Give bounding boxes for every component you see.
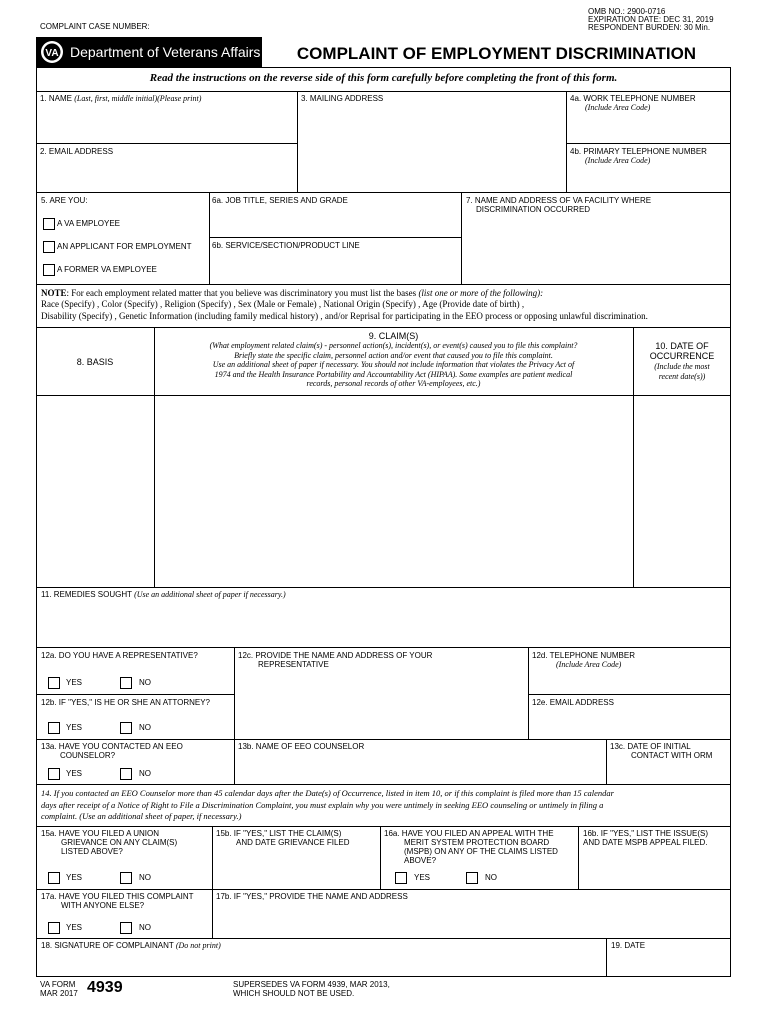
remedies-label: 11. REMEDIES SOUGHT xyxy=(41,590,132,599)
grievance-claims-label-1: 15b. IF "YES," LIST THE CLAIM(S) xyxy=(216,829,342,838)
rep-phone-hint: (Include Area Code) xyxy=(556,660,622,669)
claims-desc-line: (What employment related claim(s) - personnel action(s), incident(s), or event(s) caused you to file this complaint? xyxy=(209,341,578,350)
claims-desc-line: 1974 and the Health Insurance Portability and Accountability Act (HIPAA). Some examples are patient medical xyxy=(214,369,573,379)
facility-label-2: DISCRIMINATION OCCURRED xyxy=(476,205,591,214)
service-section-input[interactable] xyxy=(210,251,460,283)
filed-elsewhere-details-label: 17b. IF "YES," PROVIDE THE NAME AND ADDRESS xyxy=(216,892,408,901)
agency-name: Department of Veterans Affairs xyxy=(70,44,261,60)
instructions: Read the instructions on the reverse side of this form carefully before completing the front of this form. xyxy=(149,72,618,84)
claims-description xyxy=(154,341,633,389)
note-line-3: Disability (Specify) , Genetic Information (including family medical history) , and/or Reprisal for participating in the EEO process or opposing unlawful discrimination. xyxy=(41,311,648,321)
date-header-line: OCCURRENCE xyxy=(649,351,715,361)
work-phone-input[interactable] xyxy=(567,113,730,142)
expiration-date: EXPIRATION DATE: DEC 31, 2019 xyxy=(588,15,714,24)
claims-desc-line: Use an additional sheet of paper if necessary. You should not include information that violates the Privacy Act of xyxy=(212,360,575,369)
rule xyxy=(36,91,731,92)
rep-name-input[interactable] xyxy=(235,671,527,738)
date-input[interactable] xyxy=(607,952,730,976)
date-occurrence-input[interactable] xyxy=(634,396,730,586)
va-employee-label: A VA EMPLOYEE xyxy=(57,219,120,228)
yes-label: YES xyxy=(66,873,83,882)
supersedes-line-1: SUPERSEDES VA FORM 4939, MAR 2013, xyxy=(233,980,390,989)
mspb-issues-label-2: AND DATE MSPB APPEAL FILED. xyxy=(583,838,708,847)
remedies-label-row xyxy=(41,590,286,599)
initial-contact-label-1: 13c. DATE OF INITIAL xyxy=(610,742,691,751)
grievance-no-checkbox[interactable] xyxy=(120,872,132,884)
rule xyxy=(36,739,731,740)
rule xyxy=(36,143,297,144)
former-employee-checkbox[interactable] xyxy=(43,264,55,276)
eeo-counselor-label: 13b. NAME OF EEO COUNSELOR xyxy=(238,742,365,751)
rep-phone-input[interactable] xyxy=(529,670,730,693)
eeo-question-2: COUNSELOR? xyxy=(60,751,116,760)
union-grievance-label-2: GRIEVANCE ON ANY CLAIM(S) xyxy=(61,838,178,847)
primary-phone-input[interactable] xyxy=(567,166,730,191)
rule xyxy=(528,694,731,695)
email-label: 2. EMAIL ADDRESS xyxy=(40,147,114,156)
supersedes-line-2: WHICH SHOULD NOT BE USED. xyxy=(233,989,355,998)
rule xyxy=(36,694,234,695)
grievance-claims-label-2: AND DATE GRIEVANCE FILED xyxy=(236,838,350,847)
rule xyxy=(209,237,461,238)
claims-desc-line: Briefly state the specific claim, personnel action and/or event that caused you to file this complaint. xyxy=(234,350,553,360)
filed-elsewhere-yes-checkbox[interactable] xyxy=(48,922,60,934)
claims-header: 9. CLAIM(S) xyxy=(368,331,419,341)
form-number: 4939 xyxy=(87,979,123,996)
rep-email-input[interactable] xyxy=(529,709,730,738)
form-title: COMPLAINT OF EMPLOYMENT DISCRIMINATION xyxy=(296,44,697,63)
eeo-question-1: 13a. HAVE YOU CONTACTED AN EEO xyxy=(41,742,183,751)
eeo-counselor-input[interactable] xyxy=(235,753,605,783)
name-hint: (Last, first, middle initial)(Please print) xyxy=(74,94,202,103)
no-label: NO xyxy=(485,873,497,882)
union-grievance-label-3: LISTED ABOVE? xyxy=(61,847,123,856)
representative-question: 12a. DO YOU HAVE A REPRESENTATIVE? xyxy=(41,651,198,660)
mspb-appeal-label-4: ABOVE? xyxy=(404,856,437,865)
attorney-no-checkbox[interactable] xyxy=(120,722,132,734)
filed-elsewhere-no-checkbox[interactable] xyxy=(120,922,132,934)
rule xyxy=(380,826,381,889)
rep-email-label: 12e. EMAIL ADDRESS xyxy=(532,698,614,707)
form-date: MAR 2017 xyxy=(40,989,78,998)
item-14-line: 14. If you contacted an EEO Counselor more than 45 calendar days after the Date(s) of Occurrence, listed in item 10, or if this complaint is filed more than 15 calendar xyxy=(41,788,614,798)
attorney-yes-checkbox[interactable] xyxy=(48,722,60,734)
remedies-hint: (Use an additional sheet of paper if necessary.) xyxy=(134,590,286,599)
omb-number: OMB NO.: 2900-0716 xyxy=(588,7,666,16)
service-section-label: 6b. SERVICE/SECTION/PRODUCT LINE xyxy=(212,241,360,250)
mailing-address-input[interactable] xyxy=(298,105,565,191)
basis-input[interactable] xyxy=(37,396,153,586)
date-occurrence-header xyxy=(633,341,731,361)
work-phone-hint: (Include Area Code) xyxy=(585,103,651,112)
date-header-line: 10. DATE OF xyxy=(655,341,709,351)
agency-banner xyxy=(36,37,262,67)
respondent-burden: RESPONDENT BURDEN: 30 Min. xyxy=(588,23,711,32)
item-14-line: complaint. (Use an additional sheet of paper, if necessary.) xyxy=(41,811,242,821)
filed-elsewhere-details-input[interactable] xyxy=(213,903,730,937)
svg-text:VA: VA xyxy=(45,48,59,59)
note-hint: (list one or more of the following): xyxy=(418,288,544,298)
yes-label: YES xyxy=(414,873,431,882)
field-1-label xyxy=(40,94,201,103)
item-14-text xyxy=(41,788,614,823)
grievance-claims-input[interactable] xyxy=(213,849,379,888)
rep-name-label-1: 12c. PROVIDE THE NAME AND ADDRESS OF YOUR xyxy=(238,651,433,660)
mailing-address-label: 3. MAILING ADDRESS xyxy=(301,94,384,103)
primary-phone-label: 4b. PRIMARY TELEPHONE NUMBER xyxy=(570,147,707,156)
mspb-appeal-label-1: 16a. HAVE YOU FILED AN APPEAL WITH THE xyxy=(384,829,554,838)
yes-label: YES xyxy=(66,723,83,732)
representative-no-checkbox[interactable] xyxy=(120,677,132,689)
va-form-label: VA FORM xyxy=(40,980,76,989)
rule xyxy=(36,647,731,648)
no-label: NO xyxy=(139,923,151,932)
signature-hint: (Do not print) xyxy=(175,941,221,950)
filed-elsewhere-label-2: WITH ANYONE ELSE? xyxy=(61,901,145,910)
signature-label: 18. SIGNATURE OF COMPLAINANT xyxy=(41,941,174,950)
basis-header: 8. BASIS xyxy=(76,357,114,367)
rule xyxy=(36,938,731,939)
yes-label: YES xyxy=(66,678,83,687)
rule xyxy=(36,587,731,588)
no-label: NO xyxy=(139,723,151,732)
grievance-yes-checkbox[interactable] xyxy=(48,872,60,884)
rule xyxy=(36,826,731,827)
rule xyxy=(36,192,731,193)
applicant-checkbox[interactable] xyxy=(43,241,55,253)
no-label: NO xyxy=(139,873,151,882)
primary-phone-hint: (Include Area Code) xyxy=(585,156,651,165)
mspb-no-checkbox[interactable] xyxy=(466,872,478,884)
date-hint-line: (Include the most xyxy=(654,362,710,371)
note-line-1 xyxy=(41,288,543,298)
rule xyxy=(566,143,731,144)
applicant-label: AN APPLICANT FOR EMPLOYMENT xyxy=(57,242,192,251)
va-employee-checkbox[interactable] xyxy=(43,218,55,230)
initial-contact-input[interactable] xyxy=(607,762,730,783)
yes-label: YES xyxy=(66,923,83,932)
facility-input[interactable] xyxy=(462,216,730,283)
note-text: : For each employment related matter that you believe was discriminatory you must list the bases xyxy=(66,288,419,298)
name-label: 1. NAME xyxy=(40,94,73,103)
rep-phone-label: 12d. TELEPHONE NUMBER xyxy=(532,651,635,660)
representative-yes-checkbox[interactable] xyxy=(48,677,60,689)
claims-desc-line: records, personal records of other VA-employees, etc.) xyxy=(306,379,481,388)
rule xyxy=(36,784,731,785)
case-number-label: COMPLAINT CASE NUMBER: xyxy=(40,22,150,31)
eeo-yes-checkbox[interactable] xyxy=(48,768,60,780)
item-14-line: days after receipt of a Notice of Right to File a Discrimination Complaint, you must explain why you were untimely in seeking EEO counseling or untimely in filing a xyxy=(41,799,604,810)
remedies-input[interactable] xyxy=(37,601,730,646)
note-heading: NOTE xyxy=(41,288,67,298)
mspb-yes-checkbox[interactable] xyxy=(395,872,407,884)
eeo-no-checkbox[interactable] xyxy=(120,768,132,780)
date-hint-line: recent date(s)) xyxy=(658,371,706,381)
are-you-label: 5. ARE YOU: xyxy=(41,196,88,205)
signature-label-row xyxy=(41,941,221,950)
mspb-appeal-label-3: (MSPB) ON ANY OF THE CLAIMS LISTED xyxy=(404,847,558,856)
rep-name-label-2: REPRESENTATIVE xyxy=(258,660,329,669)
mspb-issues-input[interactable] xyxy=(579,849,730,888)
initial-contact-label-2: CONTACT WITH ORM xyxy=(631,751,713,760)
former-employee-label: A FORMER VA EMPLOYEE xyxy=(57,265,157,274)
date-occurrence-hint xyxy=(633,362,731,381)
note-line-2: Race (Specify) , Color (Specify) , Religion (Specify) , Sex (Male or Female) , National Origin (Specify) , Age (Provide date of birth) , xyxy=(41,299,525,309)
yes-label: YES xyxy=(66,769,83,778)
facility-label-1: 7. NAME AND ADDRESS OF VA FACILITY WHERE xyxy=(466,196,652,205)
signature-field[interactable] xyxy=(37,952,605,976)
mspb-appeal-label-2: MERIT SYSTEM PROTECTION BOARD xyxy=(404,838,550,847)
no-label: NO xyxy=(139,769,151,778)
filed-elsewhere-label-1: 17a. HAVE YOU FILED THIS COMPLAINT xyxy=(41,892,194,901)
attorney-question: 12b. IF "YES," IS HE OR SHE AN ATTORNEY? xyxy=(41,698,210,707)
union-grievance-label-1: 15a. HAVE YOU FILED A UNION xyxy=(41,829,159,838)
mspb-issues-label-1: 16b. IF "YES," LIST THE ISSUE(S) xyxy=(583,829,708,838)
email-input[interactable] xyxy=(37,158,296,191)
work-phone-label: 4a. WORK TELEPHONE NUMBER xyxy=(570,94,696,103)
rule xyxy=(36,284,731,285)
job-title-input[interactable] xyxy=(210,206,460,236)
va-seal-icon xyxy=(39,40,65,64)
job-title-label: 6a. JOB TITLE, SERIES AND GRADE xyxy=(212,196,348,205)
no-label: NO xyxy=(139,678,151,687)
rule xyxy=(36,889,731,890)
claims-input[interactable] xyxy=(155,396,632,586)
date-label: 19. DATE xyxy=(611,941,646,950)
rule xyxy=(36,327,731,328)
name-input[interactable] xyxy=(37,105,296,142)
